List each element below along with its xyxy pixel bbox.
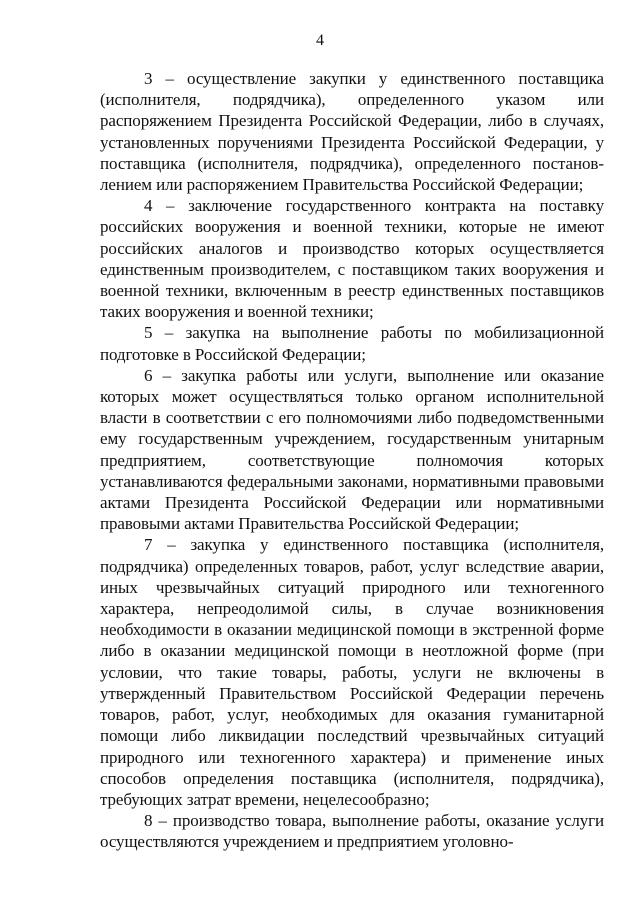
list-item-8: 8 – производство товара, выполнение работы, оказание услуги осуществляются учреждением и предприятием уголовно- [100,811,604,852]
document-body [100,68,604,853]
list-item-4: 4 – заключение государственного контракта на поставку российских вооружения и военной техники, которые не имеют российских аналогов и производство которых осуществляется единственным производителем, с поставщиком таких вооружения и военной техники, включенным в реестр единственных поставщиков таких вооружения и военной техники; [100,196,604,322]
list-item-7: 7 – закупка у единственного поставщика (исполнителя, подрядчика) определенных товаров, работ, услуг вследствие аварии, иных чрезвычайных ситуаций природного или техногенного характера, непреодолимой силы, в случае возникновения необходимости в оказании медицинской помощи в экстренной форме либо в оказании медицинской помощи в неотложной форме (при условии, что такие товары, работы, услуги не включены в утвержденный Правительством Российской Федерации перечень товаров, работ, услуг, необходимых для оказания гуманитарной помощи либо ликвидации последствий чрезвычайных ситуаций природного или техногенного характера) и применение иных способов определения поставщика (исполнителя, подрядчика), требующих затрат времени, нецелесообразно; [100,535,604,809]
page-number: 4 [316,32,324,49]
list-item-3: 3 – осуществление закупки у единственного поставщика (исполнителя, подрядчика), определенного указом или распоряжением Президента Российской Федерации, либо в случаях, установленных поручениями Президента Российской Федерации, у поставщика (исполнителя, подрядчика), определенного постановлением или распоряжением Правительства Российской Федерации; [100,69,604,195]
list-item-6: 6 – закупка работы или услуги, выполнение или оказание которых может осуществляться только органом исполнительной власти в соответствии с его полномочиями либо подведомственными ему государственным учреждением, государственным унитарным предприятием, соответствующие полномочия которых устанавливаются федеральными законами, нормативными правовыми актами Президента Российской Федерации или нормативными правовыми актами Правительства Российской Федерации; [100,365,604,534]
list-item-5: 5 – закупка на выполнение работы по мобилизационной подготовке в Российской Федерации; [100,323,604,364]
